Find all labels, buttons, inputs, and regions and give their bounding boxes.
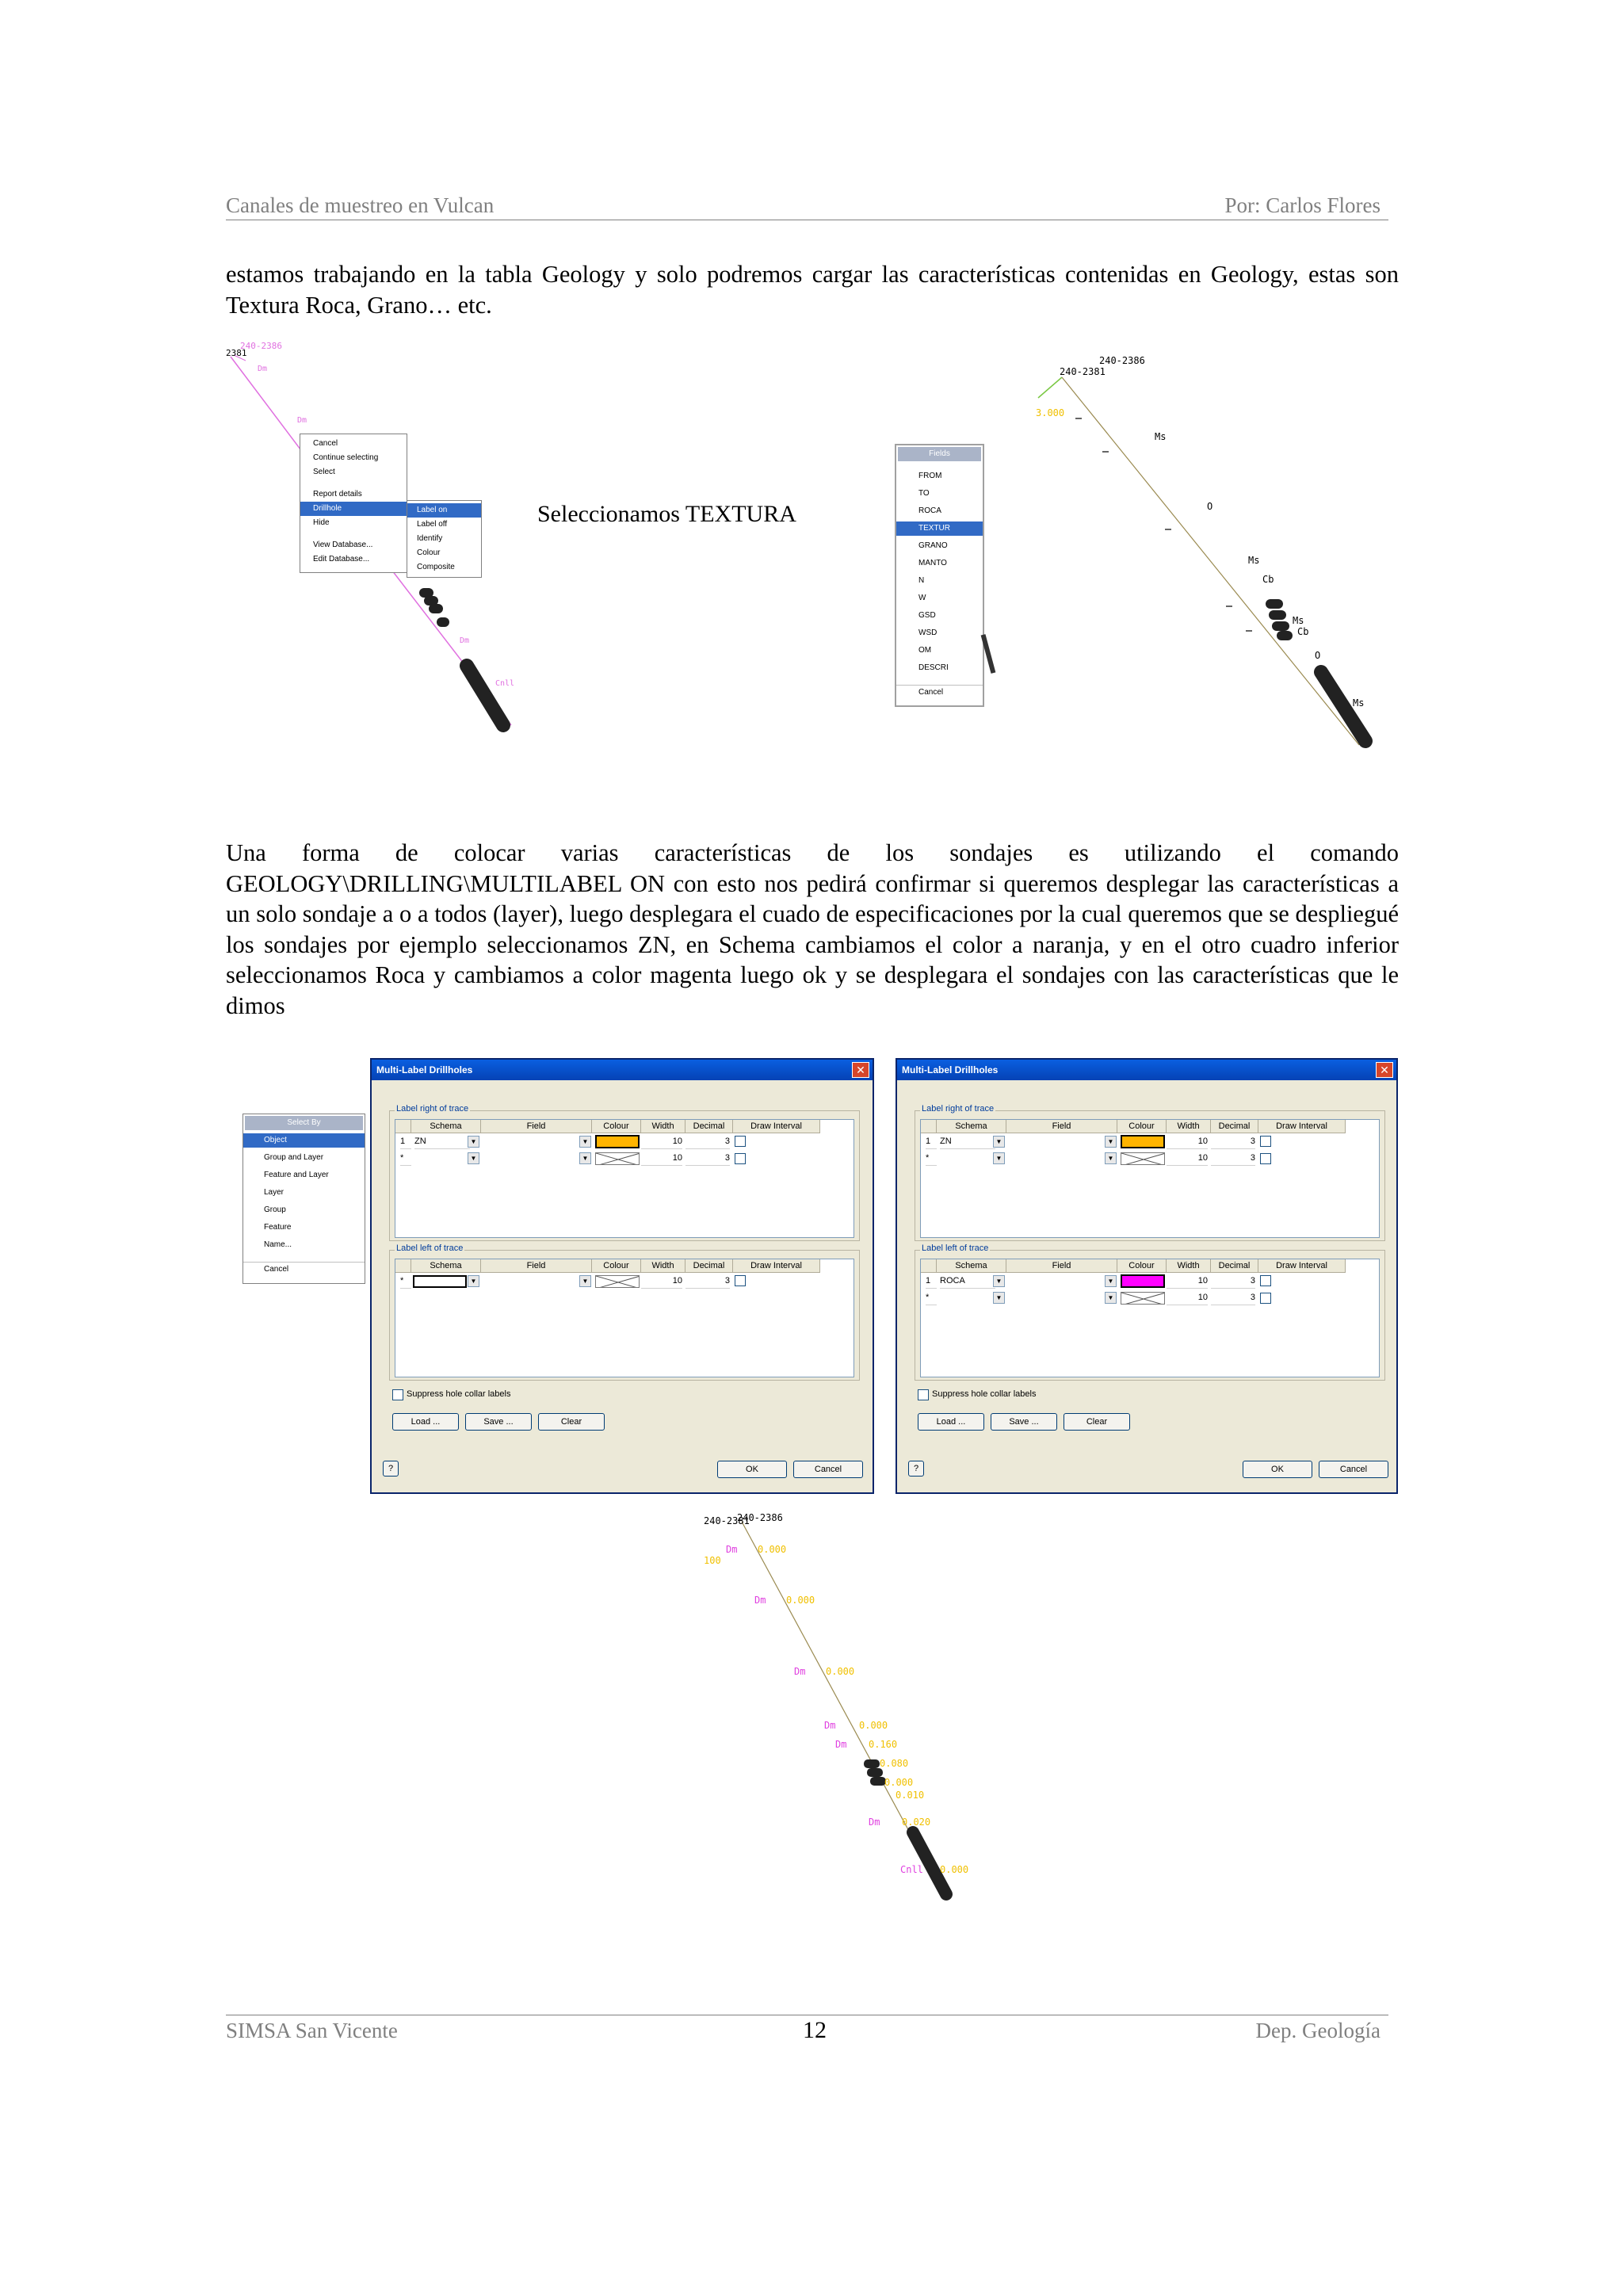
col-draw-interval: Draw Interval [1258,1120,1346,1133]
col-field: Field [481,1259,592,1273]
group-label-right [389,1104,860,1241]
chevron-down-icon[interactable]: ▼ [579,1152,591,1164]
rock-tag: Dm [835,1739,847,1750]
clear-button[interactable]: Clear [538,1413,605,1431]
menu-item-hide[interactable]: Hide [313,518,330,527]
field-item-wsd[interactable]: WSD [918,628,938,637]
cancel-button[interactable]: Cancel [793,1461,863,1478]
ok-button[interactable]: OK [717,1461,787,1478]
select-by-layer[interactable]: Layer [264,1188,285,1197]
col-schema: Schema [411,1120,481,1133]
figure-texture-labels [1026,349,1391,761]
col-colour: Colour [592,1259,641,1273]
grid-left [395,1259,854,1377]
group-title: Label right of trace [922,1104,995,1114]
fields-menu-title: Fields [898,447,981,461]
group-label-left [915,1244,1385,1381]
chevron-down-icon[interactable]: ▼ [993,1136,1005,1148]
colour-swatch-orange[interactable] [595,1135,640,1148]
chevron-down-icon[interactable]: ▼ [468,1152,479,1164]
field-item-om[interactable]: OM [918,646,932,655]
dialog-titlebar: Multi-Label Drillholes [897,1060,1396,1080]
col-width: Width [1167,1120,1211,1133]
texture-tag: O [1207,501,1213,512]
select-by-object[interactable]: Object [243,1133,365,1148]
figure-multilabel-result [697,1506,983,1918]
menu-item-label-off[interactable]: Label off [417,520,448,529]
select-by-name[interactable]: Name... [264,1240,292,1249]
draw-interval-checkbox[interactable] [1260,1153,1271,1164]
figure-context-menu [226,337,515,733]
group-title: Label left of trace [396,1244,464,1253]
menu-item-edit-database[interactable]: Edit Database... [313,555,370,563]
schema-input-active[interactable] [413,1275,467,1288]
field-item-textur[interactable]: TEXTUR [896,521,983,536]
menu-item-label-on[interactable]: Label on [407,503,481,518]
zn-value: 0.000 [758,1544,787,1555]
col-colour: Colour [1117,1120,1167,1133]
decimal-cell[interactable]: 3 [685,1274,730,1289]
paragraph-multilabel: Una forma de colocar varias características de los sondajes es utilizando el comando GEOLOGY\DRILLING\MULTILABEL ON con esto nos pedirá confirmar si queremos desplegar las características a un solo sondaje a o a todos (layer), luego desplegara el cuado de especificaciones por la cual queremos que se despliegué los sondajes por ejemplo seleccionamos ZN, en Schema cambiamos el color a naranja, y en el otro cuadro inferior seleccionamos Roca y cambiamos a color magenta luego ok y se desplegara el sondajes con las características que le dimos [226,839,1399,1019]
zn-value: 0.000 [786,1595,815,1606]
draw-interval-checkbox[interactable] [1260,1293,1271,1304]
menu-item-drillhole[interactable]: Drillhole [300,502,407,516]
col-field: Field [481,1120,592,1133]
draw-interval-checkbox[interactable] [1260,1136,1271,1147]
col-schema: Schema [937,1120,1006,1133]
draw-interval-checkbox[interactable] [735,1153,746,1164]
zn-value: 0.010 [896,1790,925,1801]
chevron-down-icon[interactable]: ▼ [993,1292,1005,1304]
save-button[interactable]: Save ... [991,1413,1057,1431]
col-colour: Colour [592,1120,641,1133]
col-decimal: Decimal [685,1259,733,1273]
hole-label: 240-2381 [1060,366,1106,377]
width-cell[interactable]: 10 [641,1134,682,1149]
row-number: 1 [400,1134,411,1149]
drillhole-trace-3 [697,1506,983,1918]
hole-label: 240-2381 [704,1515,750,1526]
zn-value: 0.000 [826,1666,855,1677]
width-cell[interactable]: 10 [1167,1134,1208,1149]
decimal-cell[interactable]: 3 [1211,1290,1255,1305]
hole-label: 240-2386 [737,1512,783,1523]
suppress-collar-label: Suppress hole collar labels [932,1389,1037,1399]
texture-tag: Ms [1155,431,1167,442]
drillhole-submenu [407,500,482,578]
grid-right [395,1119,854,1238]
texture-tag: Ms [1248,555,1260,566]
field-item-to[interactable]: TO [918,489,930,498]
select-by-menu [242,1114,365,1284]
ok-button[interactable]: OK [1243,1461,1312,1478]
width-cell[interactable]: 10 [641,1151,682,1166]
schema-cell[interactable]: ZN [414,1134,470,1149]
drillhole-trace-2 [1026,349,1391,761]
menu-item-continue-selecting[interactable]: Continue selecting [313,453,379,462]
chevron-down-icon[interactable]: ▼ [579,1136,591,1148]
select-by-feature-and-layer[interactable]: Feature and Layer [264,1171,329,1179]
grid-left [920,1259,1380,1377]
col-decimal: Decimal [1211,1120,1258,1133]
chevron-down-icon[interactable]: ▼ [993,1152,1005,1164]
menu-item-composite[interactable]: Composite [417,563,455,571]
row-number: 1 [926,1274,937,1289]
suppress-collar-checkbox[interactable] [918,1389,929,1400]
field-item-roca[interactable]: ROCA [918,506,941,515]
menu-item-view-database[interactable]: View Database... [313,541,373,549]
context-menu [300,434,407,573]
load-button[interactable]: Load ... [918,1413,984,1431]
suppress-collar-label: Suppress hole collar labels [407,1389,511,1399]
footer-company: SIMSA San Vicente [226,2019,398,2042]
width-cell[interactable]: 10 [641,1274,682,1289]
new-row-marker: * [400,1151,411,1166]
rock-tag: Dm [794,1666,806,1677]
col-field: Field [1006,1120,1117,1133]
menu-item-colour[interactable]: Colour [417,548,441,557]
rock-tag: Dm [297,416,307,425]
new-row-marker: * [926,1290,937,1305]
field-item-cancel[interactable]: Cancel [896,685,983,699]
col-schema: Schema [937,1259,1006,1273]
col-draw-interval: Draw Interval [1258,1259,1346,1273]
draw-interval-checkbox[interactable] [1260,1275,1271,1286]
colour-swatch-magenta[interactable] [1121,1274,1165,1288]
zn-value: 0.160 [869,1739,898,1750]
texture-tag: Cb [1297,626,1309,637]
group-title: Label right of trace [396,1104,469,1114]
colour-swatch-orange[interactable] [1121,1135,1165,1148]
zn-value: 0.020 [902,1817,931,1828]
group-title: Label left of trace [922,1244,989,1253]
decimal-cell[interactable]: 3 [1211,1274,1255,1289]
rock-tag: Cnll [900,1864,923,1875]
texture-tag: Ms [1353,697,1365,709]
texture-tag: O [1315,650,1321,661]
hole-label: 2381 [226,348,247,358]
hole-label: 240-2386 [240,341,282,351]
zn-value: 0.080 [880,1758,909,1769]
col-width: Width [641,1259,685,1273]
clear-button[interactable]: Clear [1064,1413,1130,1431]
row-number: 1 [926,1134,937,1149]
depth-value: 3.000 [1036,407,1065,418]
decimal-cell[interactable]: 3 [685,1134,730,1149]
grid-right [920,1119,1380,1238]
col-draw-interval: Draw Interval [733,1259,820,1273]
select-by-title: Select By [245,1116,363,1130]
chevron-down-icon[interactable]: ▼ [1105,1136,1117,1148]
field-item-w[interactable]: W [918,594,926,602]
rock-tag: Dm [824,1720,836,1731]
colour-swatch-empty[interactable] [1121,1292,1165,1305]
menu-item-identify[interactable]: Identify [417,534,443,543]
col-width: Width [1167,1259,1211,1273]
col-schema: Schema [411,1259,481,1273]
help-icon[interactable]: ? [908,1461,924,1477]
rock-tag: Cnll [495,679,515,688]
select-by-feature[interactable]: Feature [264,1223,292,1232]
load-button[interactable]: Load ... [392,1413,459,1431]
menu-item-cancel[interactable]: Cancel [313,439,338,448]
field-item-descri[interactable]: DESCRI [918,663,949,672]
new-row-marker: * [400,1274,411,1289]
select-by-group[interactable]: Group [264,1205,286,1214]
menu-item-report-details[interactable]: Report details [313,490,362,499]
hole-label: 240-2386 [1099,355,1145,366]
field-item-n[interactable]: N [918,576,925,585]
page-header [226,193,1388,220]
select-by-cancel[interactable]: Cancel [243,1262,365,1276]
extra-value: 100 [704,1555,721,1566]
col-width: Width [641,1120,685,1133]
decimal-cell[interactable]: 3 [1211,1134,1255,1149]
group-label-right [915,1104,1385,1241]
page-number: 12 [803,2017,827,2043]
width-cell[interactable]: 10 [1167,1290,1208,1305]
header-author: Por: Carlos Flores [1224,193,1381,217]
close-icon[interactable]: ✕ [1376,1062,1393,1078]
page-footer [226,2015,1388,2046]
rock-tag: Dm [460,636,470,645]
rock-tag: Dm [754,1595,766,1606]
fields-menu [895,444,984,707]
new-row-marker: * [926,1151,937,1166]
draw-interval-checkbox[interactable] [735,1275,746,1286]
close-icon[interactable]: ✕ [852,1062,869,1078]
decimal-cell[interactable]: 3 [685,1151,730,1166]
zn-value: 0.000 [884,1777,914,1788]
colour-swatch-empty[interactable] [595,1275,640,1288]
chevron-down-icon[interactable]: ▼ [579,1275,591,1287]
field-item-from[interactable]: FROM [918,472,942,480]
save-button[interactable]: Save ... [465,1413,532,1431]
col-field: Field [1006,1259,1117,1273]
zn-value: 0.000 [859,1720,888,1731]
texture-tag: Ms [1293,615,1304,626]
schema-cell[interactable]: ROCA [940,1274,995,1289]
chevron-down-icon[interactable]: ▼ [1105,1292,1117,1304]
schema-cell[interactable]: ZN [940,1134,995,1149]
rock-tag: Dm [726,1544,738,1555]
texture-tag: Cb [1262,574,1274,585]
chevron-down-icon[interactable]: ▼ [993,1275,1005,1287]
col-decimal: Decimal [685,1120,733,1133]
col-decimal: Decimal [1211,1259,1258,1273]
footer-department: Dep. Geología [1255,2019,1381,2042]
draw-interval-checkbox[interactable] [735,1136,746,1147]
help-icon[interactable]: ? [383,1461,399,1477]
menu-item-select[interactable]: Select [313,468,335,476]
chevron-down-icon[interactable]: ▼ [468,1275,479,1287]
rock-tag: Dm [869,1817,880,1828]
width-cell[interactable]: 10 [1167,1151,1208,1166]
field-item-gsd[interactable]: GSD [918,611,936,620]
decimal-cell[interactable]: 3 [1211,1151,1255,1166]
dialog-titlebar: Multi-Label Drillholes [372,1060,873,1080]
width-cell[interactable]: 10 [1167,1274,1208,1289]
colour-swatch-empty[interactable] [595,1152,640,1165]
paragraph-intro: estamos trabajando en la tabla Geology y solo podremos cargar las características contenidas en Geology, estas son Textura Roca, Grano… etc. [226,261,1399,319]
chevron-down-icon[interactable]: ▼ [1105,1152,1117,1164]
field-item-manto[interactable]: MANTO [918,559,947,567]
colour-swatch-empty[interactable] [1121,1152,1165,1165]
zn-value: 0.000 [940,1864,969,1875]
select-by-group-and-layer[interactable]: Group and Layer [264,1153,324,1162]
rock-tag: Dm [258,365,268,373]
col-draw-interval: Draw Interval [733,1120,820,1133]
group-label-left [389,1244,860,1381]
suppress-collar-checkbox[interactable] [392,1389,403,1400]
multilabel-dialog-configured [896,1058,1398,1494]
chevron-down-icon[interactable]: ▼ [1105,1275,1117,1287]
figure-caption: Seleccionamos TEXTURA [537,501,796,527]
chevron-down-icon[interactable]: ▼ [468,1136,479,1148]
header-title: Canales de muestreo en Vulcan [226,193,495,217]
field-item-grano[interactable]: GRANO [918,541,948,550]
col-colour: Colour [1117,1259,1167,1273]
multilabel-dialog-initial [370,1058,874,1494]
cancel-button[interactable]: Cancel [1319,1461,1388,1478]
